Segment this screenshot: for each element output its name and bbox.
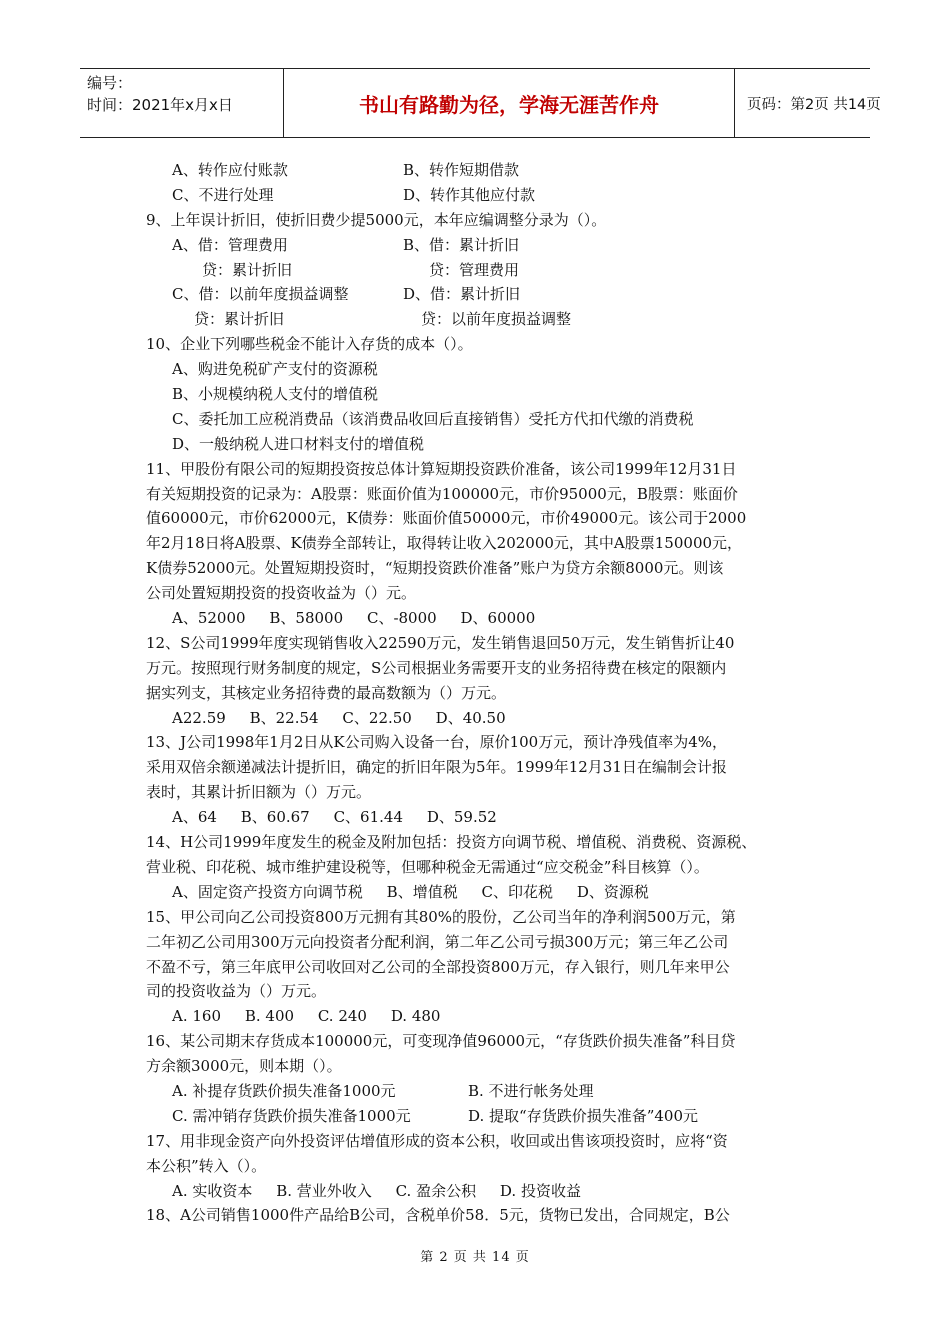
question-18: 18、A公司销售1000件产品给B公司，含税单价58．5元，货物已发出，合同规定，B公 [146,1206,730,1225]
document-body [146,158,810,1228]
question-13-cont: 表时，其累计折旧额为（）万元。 [146,783,372,802]
question-11-cont: 年2月18日将A股票、K债券全部转让，取得转让收入202000元，其中A股票150000元， [146,534,743,553]
option-a: A、购进免税矿产支付的资源税 [172,360,378,379]
question-11-cont: 值60000元，市价62000元，K债券：账面价值50000元，市价49000元。该公司于2000 [146,509,747,528]
question-16: 16、某公司期末存货成本100000元，可变现净值96000元，“存货跌价损失准备”科目贷 [146,1032,736,1051]
option-d: D、转作其他应付款 [403,185,536,204]
option-d-credit: 贷：以前年度损益调整 [421,310,572,329]
question-15-cont: 司的投资收益为（）万元。 [146,982,327,1001]
option-b: B、转作短期借款 [403,161,520,179]
question-15: 15、甲公司向乙公司投资800万元拥有其80%的股份，乙公司当年的净利润500万元，第 [146,907,736,926]
question-17-cont: 本公积”转入（）。 [146,1156,267,1175]
question-12-cont: 万元。按照现行财务制度的规定，S公司根据业务需要开支的业务招待费在核定的限额内 [146,658,727,677]
serial-number-label: 编号： [87,74,133,92]
option-b: B. 不进行帐务处理 [468,1081,594,1100]
options-row: A22.59 B、22.54 C、22.50 D、40.50 [172,708,506,727]
option-c-credit: 贷：累计折旧 [194,310,285,329]
option-c: C、不进行处理 [172,185,274,204]
question-15-cont: 二年初乙公司用300万元向投资者分配利润，第二年乙公司亏损300万元；第三年乙公司 [146,932,729,951]
question-11-cont: K债券52000元。处置短期投资时，“短期投资跌价准备”账户为贷方余额8000元。则该 [146,559,724,578]
header-motto: 书山有路勤为径，学海无涯苦作舟 [283,69,735,137]
question-11-cont: 公司处置短期投资的投资收益为（）元。 [146,584,417,603]
option-row [146,158,810,183]
option-row [146,282,810,307]
options-row: A. 160 B. 400 C. 240 D. 480 [172,1007,441,1026]
question-11: 11、甲股份有限公司的短期投资按总体计算短期投资跌价准备，该公司1999年12月31日 [146,459,737,478]
option-b: B、借：累计折旧 [403,235,520,254]
page-footer: 第 2 页 共 14 页 [420,1250,530,1265]
option-d: D. 提取“存货跌价损失准备”400元 [468,1106,698,1125]
option-a: A、借：管理费用 [172,235,288,254]
option-row [146,1104,810,1129]
page-header [80,68,881,138]
header-page-info: 页码：第2页 共14页 [747,96,881,113]
option-a: A、转作应付账款 [172,161,288,179]
options-row: A. 实收资本 B. 营业外收入 C. 盈余公积 D. 投资收益 [172,1181,581,1200]
option-a: A. 补提存货跌价损失准备1000元 [172,1081,396,1100]
option-row [146,307,810,332]
option-row [146,1079,810,1104]
header-meta-cell [80,69,283,137]
option-c: C、委托加工应税消费品（该消费品收回后直接销售）受托方代扣代缴的消费税 [172,409,694,428]
question-13-cont: 采用双倍余额递减法计提折旧，确定的折旧年限为5年。1999年12月31日在编制会计报 [146,758,727,777]
option-d: D、一般纳税人进口材料支付的增值税 [172,434,425,453]
question-12: 12、S公司1999年度实现销售收入22590万元，发生销售退回50万元，发生销售折让40 [146,633,735,652]
question-11-cont: 有关短期投资的记录为：A股票：账面价值为100000元，市价95000元，B股票：账面价 [146,484,738,503]
question-14-cont: 营业税、印花税、城市维护建设税等，但哪种税金无需通过“应交税金”科目核算（）。 [146,857,709,876]
question-12-cont: 据实列支，其核定业务招待费的最高数额为（）万元。 [146,683,507,702]
option-c: C、借：以前年度损益调整 [172,285,349,304]
option-b-credit: 贷：管理费用 [429,260,520,279]
option-b: B、小规模纳税人支付的增值税 [172,385,379,404]
question-16-cont: 方余额3000元，则本期（）。 [146,1057,342,1076]
question-15-cont: 不盈不亏，第三年底甲公司收回对乙公司的全部投资800万元，存入银行，则几年来甲公 [146,957,730,976]
question-14: 14、H公司1999年度发生的税金及附加包括：投资方向调节税、增值税、消费税、资源税、 [146,833,757,852]
option-d: D、借：累计折旧 [403,285,521,304]
question-9: 9、上年误计折旧，使折旧费少提5000元，本年应编调整分录为（）。 [146,210,607,229]
question-17: 17、用非现金资产向外投资评估增值形成的资本公积，收回或出售该项投资时，应将“资 [146,1131,728,1150]
option-a-credit: 贷：累计折旧 [202,260,293,279]
options-row: A、固定资产投资方向调节税 B、增值税 C、印花税 D、资源税 [172,882,649,901]
option-row [146,233,810,258]
question-13: 13、J公司1998年1月2日从K公司购入设备一台，原价100万元，预计净残值率为4%， [146,733,727,752]
options-row: A、64 B、60.67 C、61.44 D、59.52 [172,808,497,827]
option-row [146,183,810,208]
date-label: 时间：2021年x月x日 [87,96,233,114]
options-row: A、52000 B、58000 C、-8000 D、60000 [172,609,536,628]
question-10: 10、企业下列哪些税金不能计入存货的成本（）。 [146,335,473,354]
option-c: C. 需冲销存货跌价损失准备1000元 [172,1106,411,1125]
option-row [146,258,810,283]
